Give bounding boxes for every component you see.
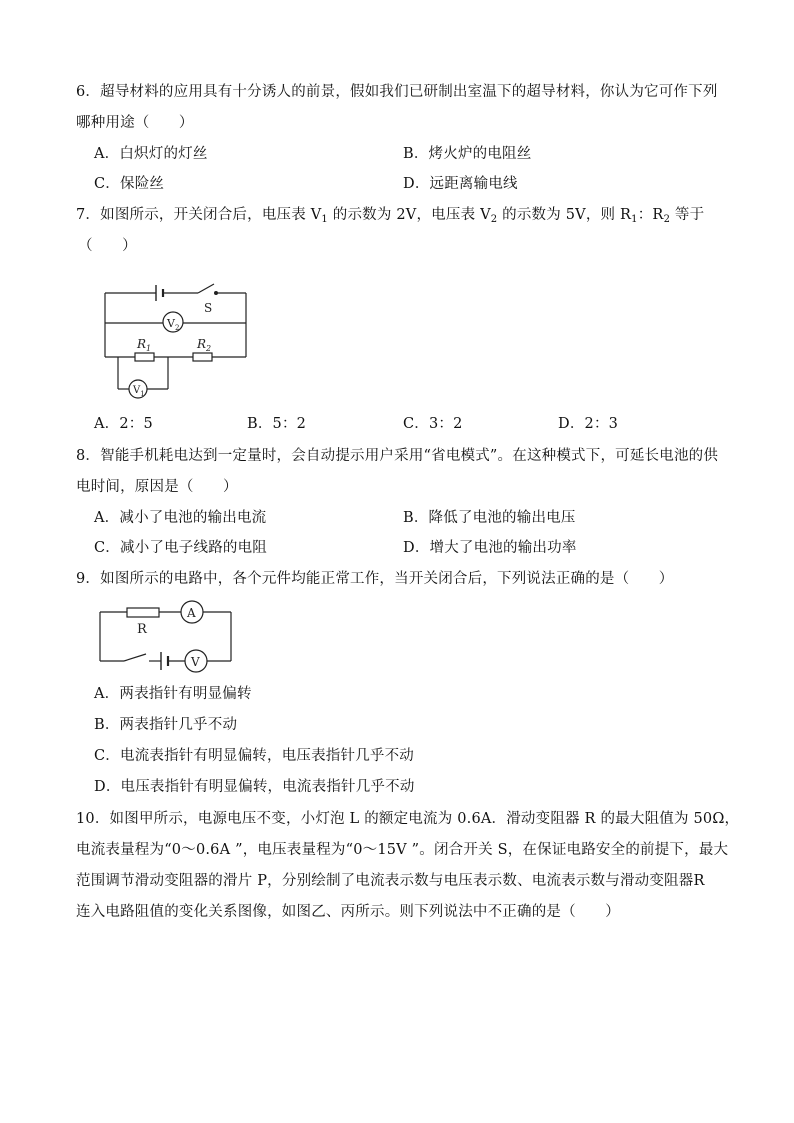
q7-stem-line1: 7．如图所示，开关闭合后，电压表 $V_1$ 的示数为 2V，电压表 $V_2$ 的示数为 5V，则 $R_1$：$R_2$ 等于 xyxy=(76,207,705,225)
q9-resistor-label: R xyxy=(137,622,147,637)
v2-label: $V_2$ xyxy=(167,317,180,332)
q7-circuit-diagram xyxy=(100,282,260,404)
r1-label: $R_1$ xyxy=(137,337,152,353)
q9-stem: 9．如图所示的电路中，各个元件均能正常工作，当开关闭合后，下列说法正确的是（ ） xyxy=(76,571,674,587)
q6-option-b[interactable]: B．烤火炉的电阻丝 xyxy=(403,146,532,162)
q8-option-c[interactable]: C．减小了电子线路的电阻 xyxy=(94,540,267,556)
q9-option-c[interactable]: C．电流表指针有明显偏转，电压表指针几乎不动 xyxy=(94,748,414,764)
q7-stem-line2: （ ） xyxy=(78,238,137,254)
q6-option-a[interactable]: A．白炽灯的灯丝 xyxy=(94,146,208,162)
q6-option-d[interactable]: D．远距离输电线 xyxy=(403,176,518,192)
ammeter-label: A xyxy=(187,606,196,620)
q10-line2: 电流表量程为“0～0.6A ”，电压表量程为“0～15V ”。闭合开关 S，在保证电路安全的前提下，最大 xyxy=(76,842,729,858)
v1-label: $V_1$ xyxy=(133,385,145,398)
q9-option-d[interactable]: D．电压表指针有明显偏转，电流表指针几乎不动 xyxy=(94,779,415,795)
q7-option-b[interactable]: B．5：2 xyxy=(247,416,307,432)
q9-circuit-diagram xyxy=(97,597,237,673)
r2-label: $R_2$ xyxy=(197,337,212,353)
q7-option-c[interactable]: C．3：2 xyxy=(403,416,463,432)
q8-option-a[interactable]: A．减小了电池的输出电流 xyxy=(94,510,267,526)
q6-option-c[interactable]: C．保险丝 xyxy=(94,176,165,192)
q8-option-d[interactable]: D．增大了电池的输出功率 xyxy=(403,540,577,556)
q9-option-b[interactable]: B．两表指针几乎不动 xyxy=(94,717,238,733)
q10-line1: 10．如图甲所示，电源电压不变，小灯泡 L 的额定电流为 0.6A．滑动变阻器 R 的最大阻值为 50Ω， xyxy=(76,811,740,827)
q8-option-b[interactable]: B．降低了电池的输出电压 xyxy=(403,510,576,526)
switch-label: S xyxy=(204,301,213,315)
q7-option-d[interactable]: D．2：3 xyxy=(558,416,619,432)
q8-stem-line2: 电时间，原因是（ ） xyxy=(76,479,238,495)
q6-stem-line1: 6．超导材料的应用具有十分诱人的前景，假如我们已研制出室温下的超导材料，你认为它可作下列 xyxy=(76,84,718,100)
q10-line4: 连入电路阻值的变化关系图像，如图乙、丙所示。则下列说法中不正确的是（ ） xyxy=(76,904,620,920)
q9-option-a[interactable]: A．两表指针有明显偏转 xyxy=(94,686,252,702)
q10-line3: 范围调节滑动变阻器的滑片 P，分别绘制了电流表示数与电压表示数、电流表示数与滑动变阻器R xyxy=(76,873,705,889)
q8-stem-line1: 8．智能手机耗电达到一定量时，会自动提示用户采用“省电模式”。在这种模式下，可延长电池的供 xyxy=(76,448,719,464)
voltmeter-label: V xyxy=(191,655,200,669)
q7-option-a[interactable]: A．2：5 xyxy=(94,416,153,432)
q6-stem-line2: 哪种用途（ ） xyxy=(76,115,194,131)
